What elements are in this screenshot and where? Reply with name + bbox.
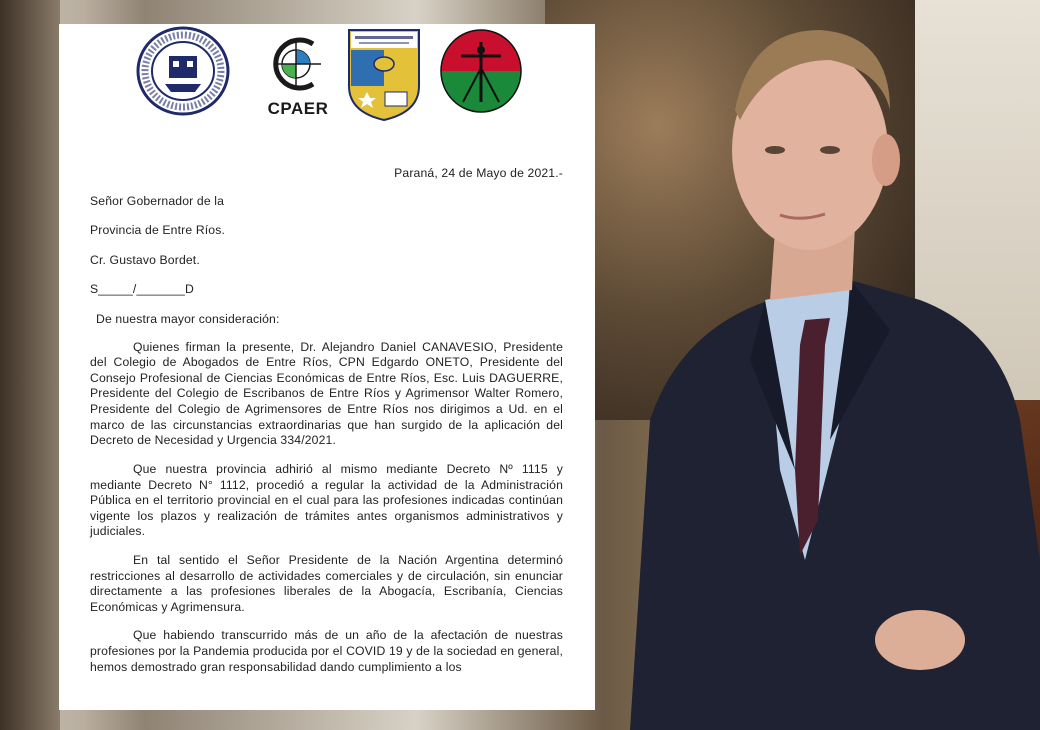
letter-paragraph: Que nuestra provincia adhirió al mismo mediante Decreto Nº 1115 y mediante Decreto N° 1112, procedió a regular la actividad de la Administración Pública en el territorio provincial en el cual para las profesiones indicadas continúan vigente los plazos y realización de trámites antes organismos administrativos y judiciales. [90,461,563,539]
cpaer-label: CPAER [267,99,329,118]
cpce-seal-logo [135,26,231,116]
governor-photo [590,0,1040,730]
agrimensores-logo [439,28,523,114]
cpaer-logo [263,36,333,116]
escribanos-shield-logo [345,26,423,122]
seated-man-figure [590,0,1040,730]
letter-body [90,166,563,688]
recipient-line-2: Provincia de Entre Ríos. [90,223,226,238]
cpaer-emblem-icon [263,36,333,92]
letter-greeting: De nuestra mayor consideración: [96,312,280,327]
letterhead-logos [59,24,595,134]
letter-paragraph: Que habiendo transcurrido más de un año de la afectación de nuestras profesiones por la Pandemia producida por el COVID 19 y de la sociedad en general, hemos demostrado gran responsabilidad dando cumplimiento a los [90,628,563,674]
wall-frame [0,0,60,730]
letter-paragraph: Quienes firman la presente, Dr. Alejandro Daniel CANAVESIO, Presidente del Colegio de Abogados de Entre Ríos, CPN Edgardo ONETO, Presidente del Consejo Profesional de Ciencias Económicas de Entre Ríos, Esc. Luis DAGUERRE, Presidente del Colegio de Escribanos de Entre Ríos y Agrimensor Walter Romero, Presidente del Colegio de Agrimensores de Entre Ríos nos dirigimos a Ud. en el marco de las circunstancias extraordinarias que han surgido de la aplicación del Decreto de Necesidad y Urgencia 334/2021. [90,339,563,448]
recipient-line-4: S_____/_______D [90,282,194,297]
recipient-line-1: Señor Gobernador de la [90,193,225,208]
letter-document [59,24,595,710]
letter-date: Paraná, 24 de Mayo de 2021.- [394,166,563,180]
recipient-line-3: Cr. Gustavo Bordet. [90,252,200,267]
letter-paragraph: En tal sentido el Señor Presidente de la Nación Argentina determinó restricciones al desarrollo de actividades comerciales y de circulación, sin enunciar directamente a las profesiones liberales de la Abogacía, Escribanía, Ciencias Económicas y Agrimensura. [90,552,563,614]
